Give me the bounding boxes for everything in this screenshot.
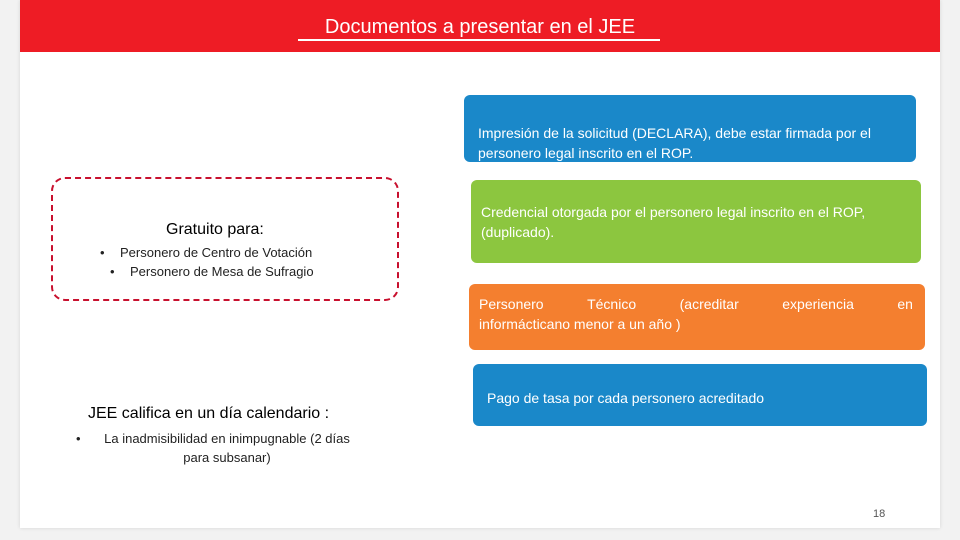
list-item: • Personero de Centro de Votación: [100, 243, 314, 262]
jee-bullet: [76, 429, 356, 467]
tecnico-word: experiencia: [782, 296, 854, 312]
tecnico-line-1: [479, 294, 913, 314]
gratuito-title: Gratuito para:: [166, 221, 264, 238]
tasa-text: Pago de tasa por cada personero acreditado: [487, 390, 765, 406]
page-number: 18: [873, 508, 886, 520]
bullet-dot-icon: •: [76, 431, 81, 446]
page-title: Documentos a presentar en el JEE: [20, 14, 940, 40]
jee-title: JEE califica en un día calendario :: [88, 405, 330, 422]
slide: [20, 0, 940, 528]
list-item: • Personero de Mesa de Sufragio: [110, 262, 314, 281]
tasa-box: [473, 364, 927, 426]
header-bar: [20, 0, 940, 52]
tecnico-line-2: informácticano menor a un año ): [479, 316, 681, 332]
solicitud-text: Impresión de la solicitud (DECLARA), debe estar firmada por el personero legal inscrito en el ROP.: [478, 125, 871, 161]
tecnico-word: (acreditar: [679, 296, 739, 312]
credencial-box: [471, 180, 921, 263]
credencial-text: Credencial otorgada por el personero legal inscrito en el ROP, (duplicado).: [481, 204, 866, 240]
tecnico-word: en: [897, 296, 913, 312]
gratuito-list: [100, 243, 314, 281]
solicitud-box: [464, 95, 916, 162]
tecnico-word: Personero: [479, 296, 544, 312]
tecnico-box: [469, 284, 925, 350]
jee-bullet-text: La inadmisibilidad en inimpugnable (2 días para subsanar): [104, 431, 350, 465]
tecnico-word: Técnico: [587, 296, 637, 312]
